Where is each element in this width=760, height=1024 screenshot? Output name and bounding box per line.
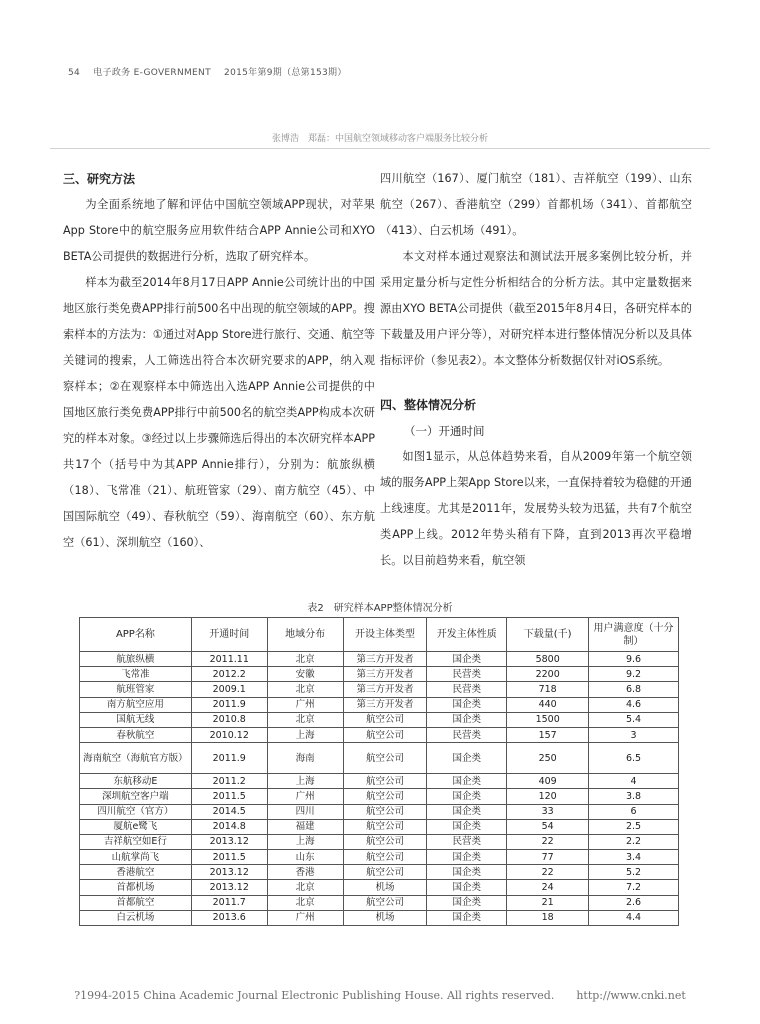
table-cell: 250: [507, 743, 589, 774]
table-cell: 航空公司: [343, 865, 427, 880]
table-cell: 北京: [267, 880, 343, 895]
table-cell: 54: [507, 819, 589, 834]
table-cell: 3.4: [589, 850, 679, 865]
table-cell: 2011.5: [191, 789, 267, 804]
table-cell: 上海: [267, 774, 343, 789]
table-cell: 9.6: [589, 652, 679, 667]
table-cell: 国企类: [427, 910, 507, 925]
table-cell: 国企类: [427, 850, 507, 865]
table-cell: 2014.5: [191, 804, 267, 819]
table-cell: 2009.1: [191, 682, 267, 697]
table-cell: 4.4: [589, 910, 679, 925]
table-cell: 24: [507, 880, 589, 895]
table-row: [80, 804, 679, 819]
table-cell: 2011.2: [191, 774, 267, 789]
table-cell: 2.5: [589, 819, 679, 834]
left-column: [63, 166, 375, 556]
running-title: 张博浩 郑磊：中国航空领域移动客户端服务比较分析: [271, 134, 488, 144]
table-cell: 广州: [267, 789, 343, 804]
table-cell: 2200: [507, 667, 589, 682]
table-cell: 航空公司: [343, 819, 427, 834]
table-cell: 第三方开发者: [343, 667, 427, 682]
table-cell: 民营类: [427, 682, 507, 697]
table-cell: 2010.8: [191, 712, 267, 727]
table-row: [80, 697, 679, 712]
table-cell: 白云机场: [80, 910, 192, 925]
table-cell: 21: [507, 895, 589, 910]
table-cell: 国企类: [427, 895, 507, 910]
table-cell: 航班管家: [80, 682, 192, 697]
table-cell: 3.8: [589, 789, 679, 804]
table-cell: 2.6: [589, 895, 679, 910]
table-cell: 航空公司: [343, 850, 427, 865]
table-cell: 5.2: [589, 865, 679, 880]
header-rule: [50, 148, 710, 149]
table-cell: 民营类: [427, 834, 507, 849]
table-cell: 国企类: [427, 819, 507, 834]
table-cell: 海南航空（海航官方版）: [80, 743, 192, 774]
table-cell: 6.5: [589, 743, 679, 774]
column-header: 开发主体性质: [427, 618, 507, 652]
table-cell: 2011.9: [191, 697, 267, 712]
table-cell: 国企类: [427, 652, 507, 667]
data-table: [79, 617, 679, 926]
table-cell: 四川航空（官方）: [80, 804, 192, 819]
table-cell: 国企类: [427, 789, 507, 804]
table-cell: 2013.12: [191, 834, 267, 849]
table-cell: 22: [507, 865, 589, 880]
table-cell: 国企类: [427, 743, 507, 774]
table-row: [80, 712, 679, 727]
table-cell: 2011.11: [191, 652, 267, 667]
table-cell: 国企类: [427, 865, 507, 880]
table-header-row: [80, 618, 679, 652]
table-cell: 7.2: [589, 880, 679, 895]
table-cell: 18: [507, 910, 589, 925]
table-cell: 4: [589, 774, 679, 789]
table-cell: 77: [507, 850, 589, 865]
table-cell: 机场: [343, 910, 427, 925]
table-cell: 山航掌尚飞: [80, 850, 192, 865]
table-cell: 国企类: [427, 712, 507, 727]
table-cell: 航空公司: [343, 834, 427, 849]
column-header: 开设主体类型: [343, 618, 427, 652]
journal-name: 电子政务 E-GOVERNMENT: [93, 68, 211, 78]
table-row: [80, 850, 679, 865]
table-cell: 2011.7: [191, 895, 267, 910]
table-cell: 440: [507, 697, 589, 712]
table-cell: 33: [507, 804, 589, 819]
table-cell: 福建: [267, 819, 343, 834]
table-cell: 东航移动E: [80, 774, 192, 789]
table-cell: 第三方开发者: [343, 697, 427, 712]
table-cell: 香港: [267, 865, 343, 880]
paragraph: 本文对样本通过观察法和测试法开展多案例比较分析，并采用定量分析与定性分析相结合的分析方法。其中定量数据来源由XYO BETA公司提供（截至2015年8月4日，各研究样本的下载量及用户评分等），对研究样本进行整体情况分析以及具体指标评价（参见表2）。本文整体分析数据仅针对iOS系统。: [380, 250, 692, 367]
table-cell: 航空公司: [343, 712, 427, 727]
section-heading-overall-analysis: 四、整体情况分析: [380, 398, 477, 412]
table-cell: 409: [507, 774, 589, 789]
column-header: 地域分布: [267, 618, 343, 652]
issue-info: 2015年第9期（总第153期）: [224, 68, 347, 78]
table-cell: 航空公司: [343, 743, 427, 774]
table-cell: 深圳航空客户端: [80, 789, 192, 804]
table-row: [80, 727, 679, 742]
section-heading-research-method: 三、研究方法: [63, 172, 136, 186]
table-cell: 航空公司: [343, 727, 427, 742]
table-row: [80, 834, 679, 849]
table-cell: 北京: [267, 712, 343, 727]
table-cell: 4.6: [589, 697, 679, 712]
table-cell: 5800: [507, 652, 589, 667]
right-column: [380, 166, 692, 574]
table-cell: 6: [589, 804, 679, 819]
table-cell: 9.2: [589, 667, 679, 682]
table-cell: 第三方开发者: [343, 652, 427, 667]
table-cell: 2011.5: [191, 850, 267, 865]
table-cell: 民营类: [427, 667, 507, 682]
table-cell: 北京: [267, 895, 343, 910]
table-row: [80, 743, 679, 774]
table-cell: 2010.12: [191, 727, 267, 742]
table-cell: 航旅纵横: [80, 652, 192, 667]
table-cell: 2011.9: [191, 743, 267, 774]
table-row: [80, 667, 679, 682]
table-cell: 安徽: [267, 667, 343, 682]
table-row: [80, 652, 679, 667]
table-cell: 3: [589, 727, 679, 742]
table-cell: 厦航e鹭飞: [80, 819, 192, 834]
column-header: APP名称: [80, 618, 192, 652]
table-cell: 22: [507, 834, 589, 849]
table-cell: 国企类: [427, 880, 507, 895]
table-cell: 首都机场: [80, 880, 192, 895]
table-row: [80, 910, 679, 925]
table-cell: 上海: [267, 834, 343, 849]
table-cell: 120: [507, 789, 589, 804]
table-cell: 157: [507, 727, 589, 742]
table-cell: 2014.8: [191, 819, 267, 834]
table-row: [80, 865, 679, 880]
table-cell: 国企类: [427, 804, 507, 819]
table-row: [80, 789, 679, 804]
page-number: 54: [68, 68, 81, 78]
table-cell: 香港航空: [80, 865, 192, 880]
column-header: 用户满意度（十分制）: [589, 618, 679, 652]
table-cell: 航空公司: [343, 895, 427, 910]
table-cell: 山东: [267, 850, 343, 865]
table-cell: 北京: [267, 652, 343, 667]
table-cell: 海南: [267, 743, 343, 774]
paragraph: 为全面系统地了解和评估中国航空领域APP现状，对苹果App Store中的航空服务应用软件结合APP Annie公司和XYO BETA公司提供的数据进行分析，选取了研究样本。: [63, 198, 375, 263]
table-row: [80, 895, 679, 910]
column-header: 开通时间: [191, 618, 267, 652]
table-cell: 6.8: [589, 682, 679, 697]
table-cell: 2.2: [589, 834, 679, 849]
table-cell: 飞常准: [80, 667, 192, 682]
table-cell: 国企类: [427, 774, 507, 789]
page-header: [68, 65, 357, 78]
paragraph: 样本为截至2014年8月17日APP Annie公司统计出的中国地区旅行类免费APP排行前500名中出现的航空领域的APP。搜索样本的方法为：①通过对App Store进行旅行、交通、航空等关键词的搜索，人工筛选出符合本次研究要求的APP，纳入观察样本；②在观察样本中筛选出入选APP Annie公司提供的中国地区旅行类免费APP排行中前500名的航空类APP构成本次研究的样本对象。③经过以上步骤筛选后得出的本次研究样本APP共17个（括号中为其APP Annie排行），分别为：航旅纵横（18）、飞常准（21）、航班管家（29）、南方航空（45）、中国国际航空（49）、春秋航空（59）、海南航空（60）、东方航空（61）、深圳航空（160）、: [63, 276, 375, 549]
table-cell: 国企类: [427, 697, 507, 712]
paragraph-continuation: 四川航空（167）、厦门航空（181）、吉祥航空（199）、山东航空（267）、香港航空（299）首都机场（341）、首都航空（413）、白云机场（491）。: [380, 172, 692, 237]
table-cell: 2013.12: [191, 865, 267, 880]
table-row: [80, 774, 679, 789]
table-cell: 718: [507, 682, 589, 697]
table-row: [80, 880, 679, 895]
table-cell: 国航无线: [80, 712, 192, 727]
table-cell: 航空公司: [343, 804, 427, 819]
table-cell: 上海: [267, 727, 343, 742]
table-cell: 北京: [267, 682, 343, 697]
table-cell: 广州: [267, 697, 343, 712]
table-cell: 1500: [507, 712, 589, 727]
table-caption: 表2 研究样本APP整体情况分析: [307, 603, 453, 614]
table-cell: 2013.6: [191, 910, 267, 925]
table-cell: 2013.12: [191, 880, 267, 895]
table-cell: 第三方开发者: [343, 682, 427, 697]
table-body: [80, 652, 679, 926]
table-cell: 广州: [267, 910, 343, 925]
table-cell: 航空公司: [343, 789, 427, 804]
table-cell: 吉祥航空如E行: [80, 834, 192, 849]
table-row: [80, 819, 679, 834]
table-cell: 四川: [267, 804, 343, 819]
table-cell: 首都航空: [80, 895, 192, 910]
table-cell: 2012.2: [191, 667, 267, 682]
column-header: 下载量(千): [507, 618, 589, 652]
table-cell: 机场: [343, 880, 427, 895]
table-cell: 航空公司: [343, 774, 427, 789]
subsection-heading-launch-time: （一）开通时间: [404, 424, 485, 438]
table-row: [80, 682, 679, 697]
table-cell: 5.4: [589, 712, 679, 727]
table-cell: 民营类: [427, 727, 507, 742]
table-cell: 春秋航空: [80, 727, 192, 742]
copyright-footer: ?1994-2015 China Academic Journal Electronic Publishing House. All rights reserved. http://www.cnki.net: [74, 989, 686, 1002]
table-cell: 南方航空应用: [80, 697, 192, 712]
paragraph: 如图1显示，从总体趋势来看，自从2009年第一个航空领域的服务APP上架App Store以来，一直保持着较为稳健的开通上线速度。尤其是2011年，发展势头较为迅猛，共有7个航空类APP上线。2012年势头稍有下降，直到2013再次平稳增长。以目前趋势来看，航空领: [380, 450, 692, 567]
